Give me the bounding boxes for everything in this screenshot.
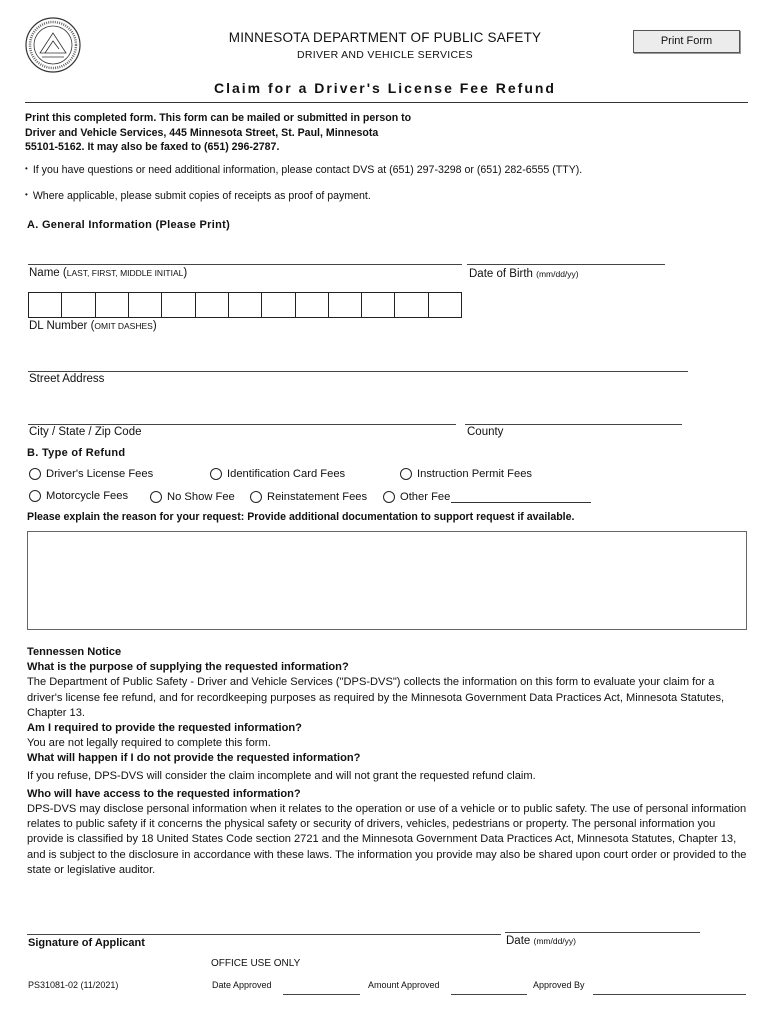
agency-name: MINNESOTA DEPARTMENT OF PUBLIC SAFETY: [228, 30, 542, 45]
city-state-zip-field[interactable]: [28, 424, 456, 425]
intro-line-2: Driver and Vehicle Services, 445 Minnesota Street, St. Paul, Minnesota: [25, 126, 379, 139]
dl-digit-box[interactable]: [296, 293, 329, 317]
radio-button[interactable]: [250, 491, 262, 503]
title-divider: [25, 102, 748, 103]
notice-answer-4: DPS-DVS may disclose personal information when it relates to the operation or use of a vehicle or to public safety. The use of personal information relates to public safety if it concerns the physical safety or security of drivers, vehicles, pedestrians or property. The personal information you provide is classified by 18 United States Code section 2721 and the Minnesota Government Data Practices Act, Minnesota Statutes, Chapter 13, and is subject to the disclosure in accordance with these laws. The information you provide may also be shared upon court order or provided to the state or legislative auditor.: [27, 803, 747, 876]
notice-answer-3: If you refuse, DPS-DVS will consider the claim incomplete and will not grant the requested refund claim.: [27, 769, 536, 782]
county-label: County: [467, 426, 504, 438]
dl-digit-box[interactable]: [262, 293, 295, 317]
notice-question-3: What will happen if I do not provide the requested information?: [27, 752, 361, 765]
tennessen-notice: [27, 645, 752, 878]
state-seal-logo: [25, 17, 81, 73]
signature-field[interactable]: [27, 934, 501, 935]
radio-button[interactable]: [383, 491, 395, 503]
notice-question-4: Who will have access to the requested information?: [27, 787, 301, 800]
section-b-heading: B. Type of Refund: [27, 447, 126, 459]
option-motorcycle-fees[interactable]: Motorcycle Fees: [29, 490, 128, 502]
contact-bullet: [25, 164, 582, 176]
form-title: Claim for a Driver's License Fee Refund: [214, 80, 556, 96]
receipts-bullet: [25, 190, 371, 202]
section-a-heading: A. General Information (Please Print): [27, 219, 231, 231]
date-approved-field[interactable]: [283, 994, 360, 995]
dl-digit-box[interactable]: [29, 293, 62, 317]
notice-title: Tennessen Notice: [27, 646, 122, 658]
county-field[interactable]: [465, 424, 682, 425]
notice-question-2: Am I required to provide the requested information?: [27, 722, 302, 735]
dl-number-boxes[interactable]: [28, 292, 462, 318]
signature-date-label: Date (mm/dd/yy): [506, 935, 576, 947]
radio-button[interactable]: [400, 468, 412, 480]
dl-digit-box[interactable]: [62, 293, 95, 317]
option-identification-card-fees[interactable]: Identification Card Fees: [210, 468, 345, 480]
approved-by-field[interactable]: [593, 994, 746, 995]
dl-number-label: DL Number (OMIT DASHES): [29, 320, 157, 332]
intro-line-3: 55101-5162. It may also be faxed to (651) 296-2787.: [25, 141, 280, 153]
reason-textarea[interactable]: [27, 531, 747, 630]
dl-digit-box[interactable]: [96, 293, 129, 317]
dl-digit-box[interactable]: [329, 293, 362, 317]
signature-date-field[interactable]: [505, 932, 700, 933]
option-drivers-license-fees[interactable]: Driver's License Fees: [29, 468, 153, 480]
notice-question-1: What is the purpose of supplying the requested information?: [27, 661, 349, 674]
name-field[interactable]: [28, 264, 462, 265]
dl-digit-box[interactable]: [196, 293, 229, 317]
dob-label: Date of Birth (mm/dd/yy): [469, 268, 579, 280]
option-reinstatement-fees[interactable]: Reinstatement Fees: [250, 491, 367, 503]
radio-button[interactable]: [29, 490, 41, 502]
bullet-icon: •: [25, 164, 28, 173]
option-instruction-permit-fees[interactable]: Instruction Permit Fees: [400, 468, 532, 480]
radio-button[interactable]: [210, 468, 222, 480]
name-label: Name (LAST, FIRST, MIDDLE INITIAL): [29, 267, 188, 279]
amount-approved-label: Amount Approved: [368, 980, 440, 990]
dl-digit-box[interactable]: [229, 293, 262, 317]
intro-instructions: [25, 111, 495, 155]
amount-approved-field[interactable]: [451, 994, 527, 995]
option-other-fee[interactable]: Other Fee: [383, 491, 591, 503]
explain-reason-label: Please explain the reason for your request: Provide additional documentation to support request if available.: [27, 511, 575, 523]
receipts-text: Where applicable, please submit copies of receipts as proof of payment.: [32, 190, 371, 202]
radio-button[interactable]: [29, 468, 41, 480]
bullet-icon: •: [25, 190, 28, 199]
dl-digit-box[interactable]: [395, 293, 428, 317]
dl-digit-box[interactable]: [362, 293, 395, 317]
office-use-label: OFFICE USE ONLY: [211, 958, 301, 969]
notice-answer-1: The Department of Public Safety - Driver and Vehicle Services ("DPS-DVS") collects the information on this form to evaluate your claim for a driver's license fee refund, and for recordkeeping purposes as required by the Minnesota Government Data Practices Act, Minnesota Statutes, Chapter 13.: [27, 676, 725, 719]
print-form-button[interactable]: Print Form: [633, 30, 740, 53]
notice-answer-2: You are not legally required to complete this form.: [27, 737, 271, 750]
dob-field[interactable]: [467, 264, 665, 265]
dl-digit-box[interactable]: [162, 293, 195, 317]
signature-label: Signature of Applicant: [28, 937, 145, 949]
approved-by-label: Approved By: [533, 980, 585, 990]
intro-line-1: Print this completed form. This form can be mailed or submitted in person to: [25, 112, 412, 124]
street-address-field[interactable]: [28, 371, 688, 372]
other-fee-field[interactable]: [451, 492, 591, 503]
city-state-zip-label: City / State / Zip Code: [29, 426, 142, 438]
dl-digit-box[interactable]: [429, 293, 461, 317]
division-name: DRIVER AND VEHICLE SERVICES: [297, 49, 473, 61]
dl-digit-box[interactable]: [129, 293, 162, 317]
form-number: PS31081-02 (11/2021): [28, 980, 119, 990]
option-no-show-fee[interactable]: No Show Fee: [150, 491, 235, 503]
contact-text: If you have questions or need additional information, please contact DVS at (651) 297-3298 or (651) 282-6555 (TTY).: [32, 164, 583, 176]
street-address-label: Street Address: [29, 373, 105, 385]
date-approved-label: Date Approved: [212, 980, 272, 990]
radio-button[interactable]: [150, 491, 162, 503]
